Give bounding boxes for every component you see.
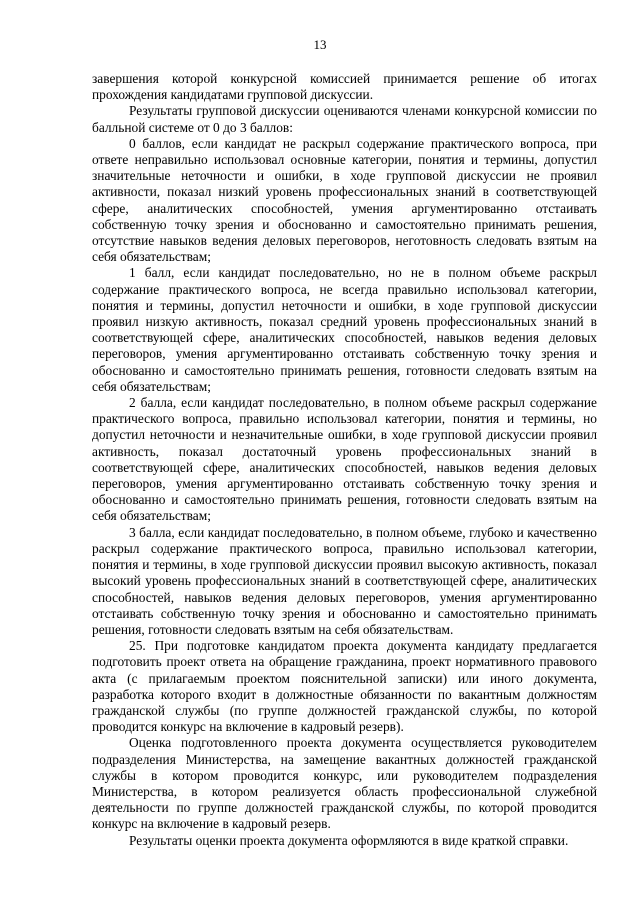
paragraph-score-2: 2 балла, если кандидат последовательно, в полном объеме раскрыл содержание практического вопроса, правильно использовал категории, понятия и термины, но допустил неточности и незначительные ошибки, в ходе групповой дискуссии проявил активность, показал достаточный уровень профессиональных знаний в соответствующей сфере, аналитических способностей, навыков ведения деловых переговоров, умения аргументированно отстаивать собственную точку зрения и обоснованно и самостоятельно принимать решения, готовности следовать взятым на себя обязательствам;	[92, 395, 597, 524]
paragraph-results: Результаты оценки проекта документа оформляются в виде краткой справки.	[129, 832, 569, 848]
document-body	[92, 71, 597, 849]
paragraph-continuation: завершения которой конкурсной комиссией принимается решение об итогах прохождения кандидатами групповой дискуссии.	[92, 71, 597, 103]
paragraph-score-0: 0 баллов, если кандидат не раскрыл содержание практического вопроса, при ответе неправильно использовал основные категории, понятия и термины, допустил значительные неточности и ошибки, в ходе групповой дискуссии не проявил активности, показал низкий уровень профессиональных знаний в соответствующей сфере, аналитических способностей, умения аргументированно отстаивать собственную точку зрения и обоснованно и самостоятельно принимать решения, отсутствие навыков ведения деловых переговоров, неготовность следовать взятым на себя обязательствам;	[92, 135, 597, 265]
paragraph-assessment: Оценка подготовленного проекта документа осуществляется руководителем подразделения Министерства, на замещение вакантных должностей гражданской службы в котором проводится конкурс, или руководителем подразделения Министерства, в котором реализуется область профессиональной служебной деятельности по группе должностей гражданской службы, по которой проводится конкурс на включение в кадровый резерв.	[92, 735, 597, 832]
paragraph-scoring-intro: Результаты групповой дискуссии оцениваются членами конкурсной комиссии по балльной системе от 0 до 3 баллов:	[92, 103, 597, 135]
page-number: 13	[313, 37, 327, 52]
paragraph-item-25: 25. При подготовке кандидатом проекта документа кандидату предлагается подготовить проект ответа на обращение гражданина, проект нормативного правового акта (с прилагаемым проектом пояснительной записки) или иного документа, разработка которого входит в должностные обязанности по вакантным должностям гражданской службы (по группе должностей гражданской службы, по которой проводится конкурс на включение в кадровый резерв).	[92, 638, 597, 735]
paragraph-score-3: 3 балла, если кандидат последовательно, в полном объеме, глубоко и качественно раскрыл содержание практического вопроса, правильно использовал категории, понятия и термины, в ходе групповой дискуссии проявил высокую активность, показал высокий уровень профессиональных знаний в соответствующей сфере, аналитических способностей, навыков ведения деловых переговоров, умения аргументированно отстаивать собственную точку зрения и обоснованно и самостоятельно принимать решения, готовности следовать взятым на себя обязательствам.	[92, 524, 597, 637]
paragraph-score-1: 1 балл, если кандидат последовательно, но не в полном объеме раскрыл содержание практического вопроса, не всегда правильно использовал категории, понятия и термины, допустил неточности и ошибки, в ходе групповой дискуссии проявил низкую активность, показал средний уровень профессиональных знаний в соответствующей сфере, аналитических способностей, навыков ведения деловых переговоров, умения аргументированно отстаивать собственную точку зрения и обоснованно и самостоятельно принимать решения, готовности следовать взятым на себя обязательствам;	[92, 265, 597, 394]
